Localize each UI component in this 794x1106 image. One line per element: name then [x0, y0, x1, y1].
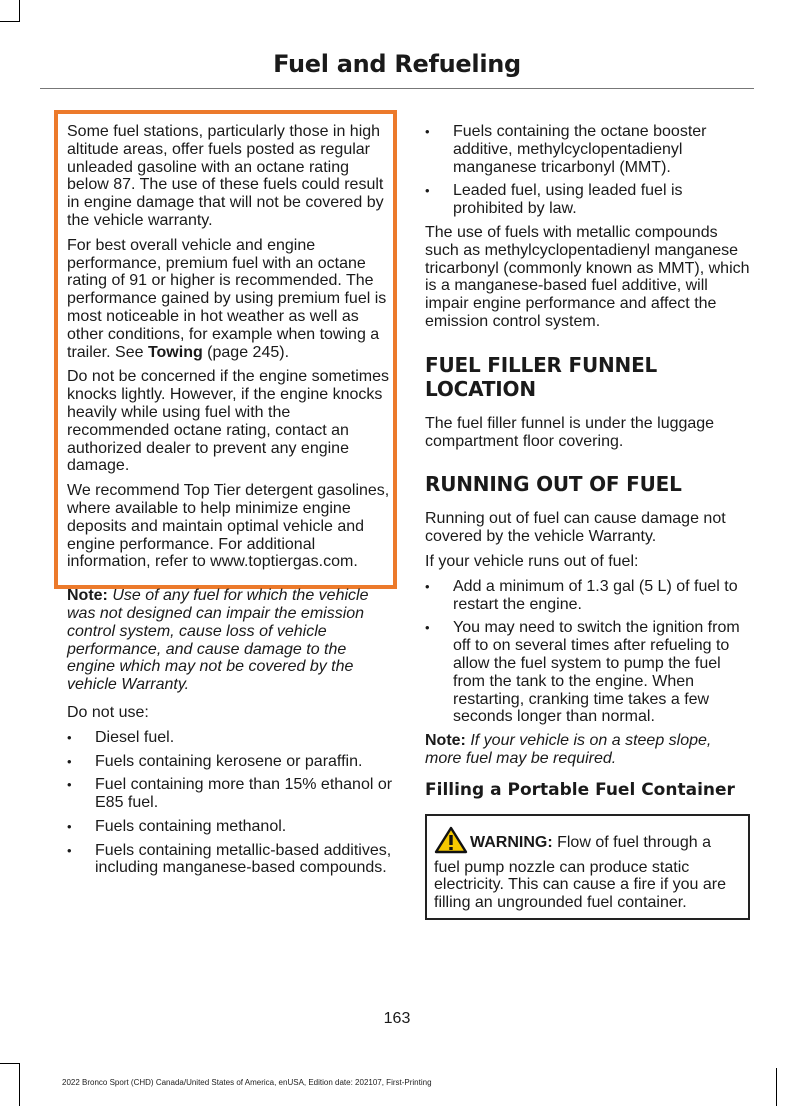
crop-mark: [0, 1063, 20, 1064]
crop-mark: [19, 1063, 20, 1106]
paragraph-funnel-location: The fuel filler funnel is under the luggage compartment floor covering.: [425, 414, 715, 450]
towing-link[interactable]: Towing: [147, 343, 203, 361]
crop-mark: [776, 1068, 777, 1106]
paragraph-premium-fuel: [67, 237, 394, 362]
paragraph-engine-knock: Do not be concerned if the engine sometimes knocks lightly. However, if the engine knocks heavily while using fuel with the recommended octane rating, contact an authorized dealer to prevent any engine damage.: [67, 368, 389, 475]
list-item: • Fuels containing metallic-based additives, including manganese-based compounds.: [67, 842, 394, 878]
paragraph-metallic-compounds: The use of fuels with metallic compounds such as methylcyclopentadienyl manganese tricarbonyl (commonly known as MMT), which is a manganese-based fuel additive, will impair engine performance and affect the emission control system.: [425, 223, 750, 330]
crop-mark: [19, 0, 20, 22]
note-text: If your vehicle is on a steep slope, more fuel may be required.: [425, 732, 712, 767]
crop-mark: [0, 21, 20, 22]
list-item: • Fuels containing kerosene or paraffin.: [67, 753, 394, 771]
paragraph-running-out: Running out of fuel can cause damage not covered by the vehicle Warranty.: [425, 510, 726, 546]
warning-triangle-icon: [434, 826, 468, 859]
subheading-portable-container: Filling a Portable Fuel Container: [425, 779, 735, 800]
title-divider: [40, 88, 754, 89]
runs-out-list: [425, 578, 750, 726]
paragraph-octane-below-87: Some fuel stations, particularly those in high altitude areas, offer fuels posted as regular unleaded gasoline with an octane rating below 87. The use of these fuels could result in engine damage that will not be covered by the vehicle warranty.: [67, 123, 384, 229]
runs-out-intro: If your vehicle runs out of fuel:: [425, 552, 639, 570]
note-fuel-design: [67, 587, 394, 694]
edition-footer: 2022 Bronco Sport (CHD) Canada/United States of America, enUSA, Edition date: 202107, First-Printing: [62, 1078, 432, 1087]
left-column: [67, 123, 394, 883]
note-label: Note:: [425, 732, 466, 750]
do-not-use-list: [67, 729, 394, 878]
list-item: • Add a minimum of 1.3 gal (5 L) of fuel to restart the engine.: [425, 578, 750, 614]
list-item: • Fuels containing methanol.: [67, 818, 394, 836]
list-item: • Leaded fuel, using leaded fuel is prohibited by law.: [425, 182, 750, 218]
do-not-use-list-continued: [425, 123, 750, 218]
page-number: 163: [383, 1010, 411, 1027]
section-heading-running-out: RUNNING OUT OF FUEL: [425, 472, 682, 497]
page-reference: (page 245).: [202, 343, 290, 361]
warning-text: Flow of fuel through a fuel pump nozzle can produce static electricity. This can cause a fire if you are filling an ungrounded fuel container.: [434, 833, 726, 912]
note-steep-slope: [425, 732, 750, 768]
warning-label: WARNING:: [470, 833, 553, 851]
warning-box: [425, 814, 750, 920]
paragraph-top-tier: We recommend Top Tier detergent gasolines, where available to help minimize engine deposits and maintain optimal vehicle and engine performance. For additional information, refer to www.toptiergas.com.: [67, 482, 390, 571]
note-label: Note:: [67, 587, 108, 605]
list-item: • You may need to switch the ignition from off to on several times after refueling to allow the fuel system to pump the fuel from the tank to the engine. When restarting, cranking time takes a few seconds longer than normal.: [425, 619, 750, 726]
paragraph-text: For best overall vehicle and engine performance, premium fuel with an octane rating of 91 or higher is recommended. The performance gained by using premium fuel is most noticeable in hot weather as well as other conditions, for example when towing a trailer. See: [67, 236, 387, 361]
do-not-use-intro: Do not use:: [67, 703, 149, 721]
section-heading-funnel: FUEL FILLER FUNNEL LOCATION: [425, 352, 658, 401]
page-title: Fuel and Refueling: [273, 50, 521, 78]
right-column: [425, 123, 750, 920]
list-item: • Fuel containing more than 15% ethanol or E85 fuel.: [67, 776, 394, 812]
note-text: Use of any fuel for which the vehicle was not designed can impair the emission control system, cause loss of vehicle performance, and cause damage to the engine which may not be covered by the vehicle Warranty.: [67, 587, 369, 694]
list-item: • Fuels containing the octane booster additive, methylcyclopentadienyl manganese tricarbonyl (MMT).: [425, 123, 750, 176]
list-item: • Diesel fuel.: [67, 729, 394, 747]
